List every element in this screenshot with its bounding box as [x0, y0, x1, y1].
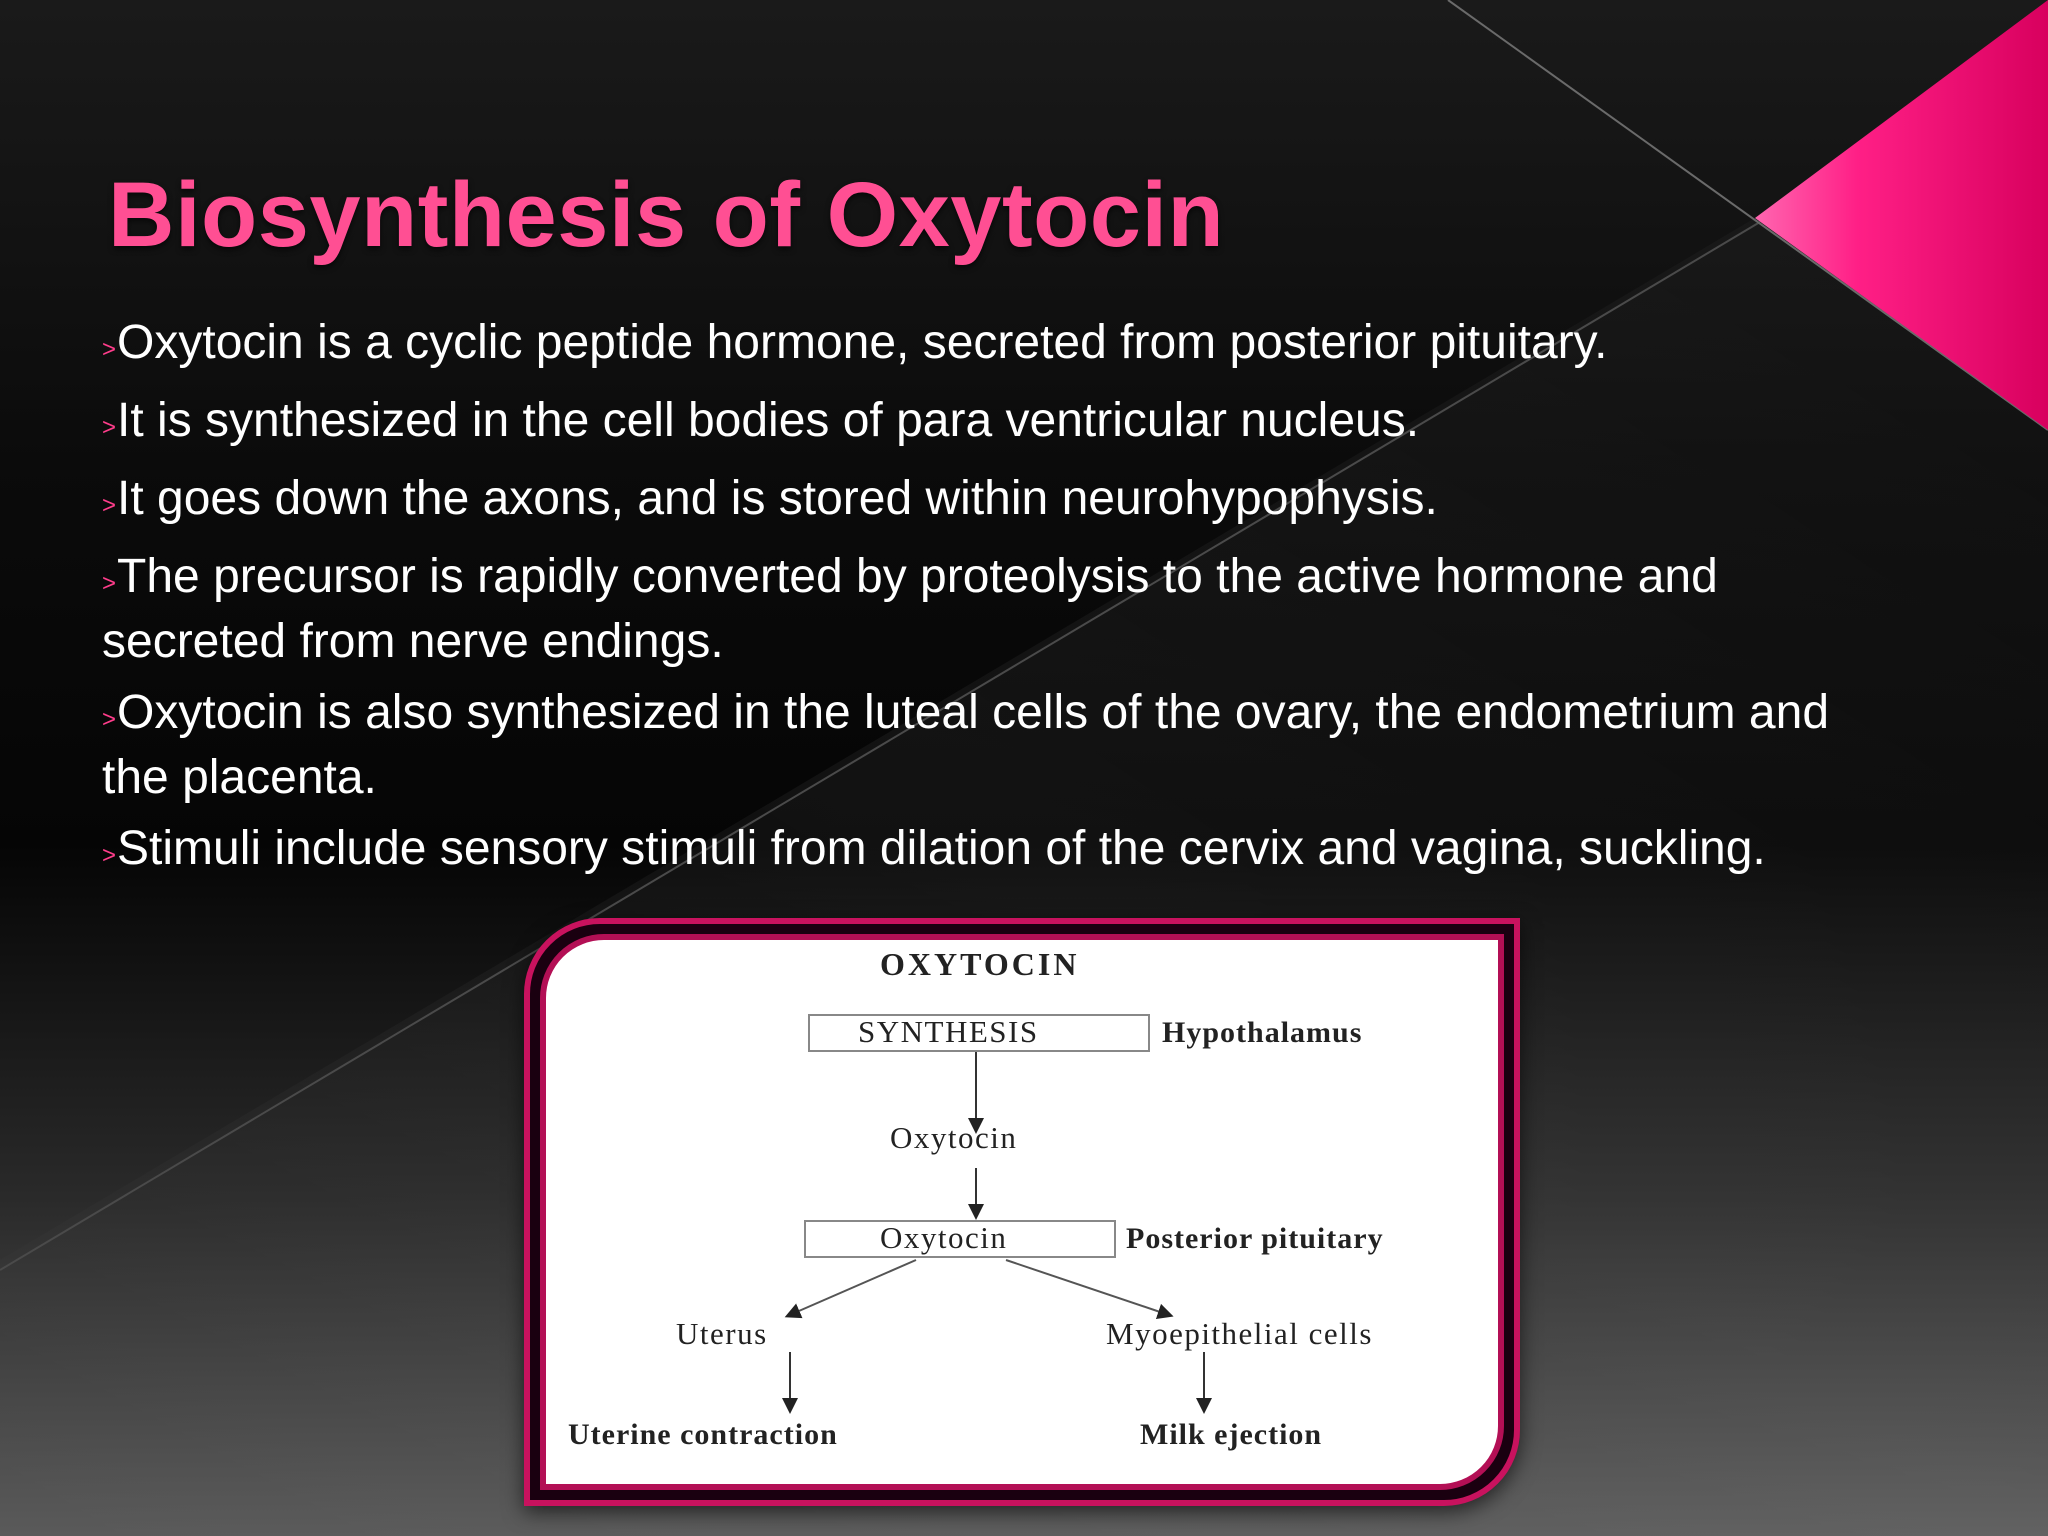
diagram-frame — [524, 918, 1520, 1506]
milk-ejection-label: Milk ejection — [1140, 1418, 1323, 1451]
bullet-text: Stimuli include sensory stimuli from dilation of the cervix and vagina, suckling. — [117, 822, 1766, 875]
bullet-item — [102, 820, 1862, 885]
bullet-text: Oxytocin is a cyclic peptide hormone, secreted from posterior pituitary. — [117, 316, 1608, 369]
bullet-item — [102, 470, 1862, 535]
slide-title-text: Biosynthesis of Oxytocin — [108, 164, 1225, 266]
synthesis-label: SYNTHESIS — [858, 1014, 1039, 1049]
diagram-image — [540, 934, 1504, 1490]
bullet-list — [102, 314, 1862, 898]
posterior-pituitary-label: Posterior pituitary — [1126, 1222, 1384, 1255]
diagram-title: OXYTOCIN — [880, 946, 1080, 982]
bullet-text: The precursor is rapidly converted by proteolysis to the active hormone and secreted from nerve endings. — [102, 550, 1718, 668]
pituitary-oxytocin-label: Oxytocin — [880, 1220, 1008, 1255]
bullet-marker: > — [102, 706, 117, 733]
oxytocin-label: Oxytocin — [890, 1120, 1018, 1155]
arrow-pituitary-to-myoepithelial — [1006, 1260, 1166, 1314]
bullet-text: Oxytocin is also synthesized in the luteal cells of the ovary, the endometrium and the placenta. — [102, 686, 1830, 804]
uterus-label: Uterus — [676, 1316, 768, 1351]
bullet-item — [102, 684, 1862, 807]
bullet-marker: > — [102, 336, 117, 363]
bullet-text: It is synthesized in the cell bodies of para ventricular nucleus. — [117, 394, 1420, 447]
bullet-marker: > — [102, 414, 117, 441]
bullet-item — [102, 392, 1862, 457]
bullet-item — [102, 548, 1862, 671]
bullet-marker: > — [102, 570, 117, 597]
hypothalamus-label: Hypothalamus — [1162, 1016, 1363, 1049]
arrow-pituitary-to-uterus — [792, 1260, 916, 1314]
bullet-marker: > — [102, 492, 117, 519]
uterine-contraction-label: Uterine contraction — [568, 1418, 838, 1451]
slide-title — [108, 160, 1224, 270]
bullet-marker: > — [102, 842, 117, 869]
bullet-item — [102, 314, 1862, 379]
bullet-text: It goes down the axons, and is stored within neurohypophysis. — [117, 472, 1438, 525]
myoepithelial-label: Myoepithelial cells — [1106, 1316, 1373, 1351]
